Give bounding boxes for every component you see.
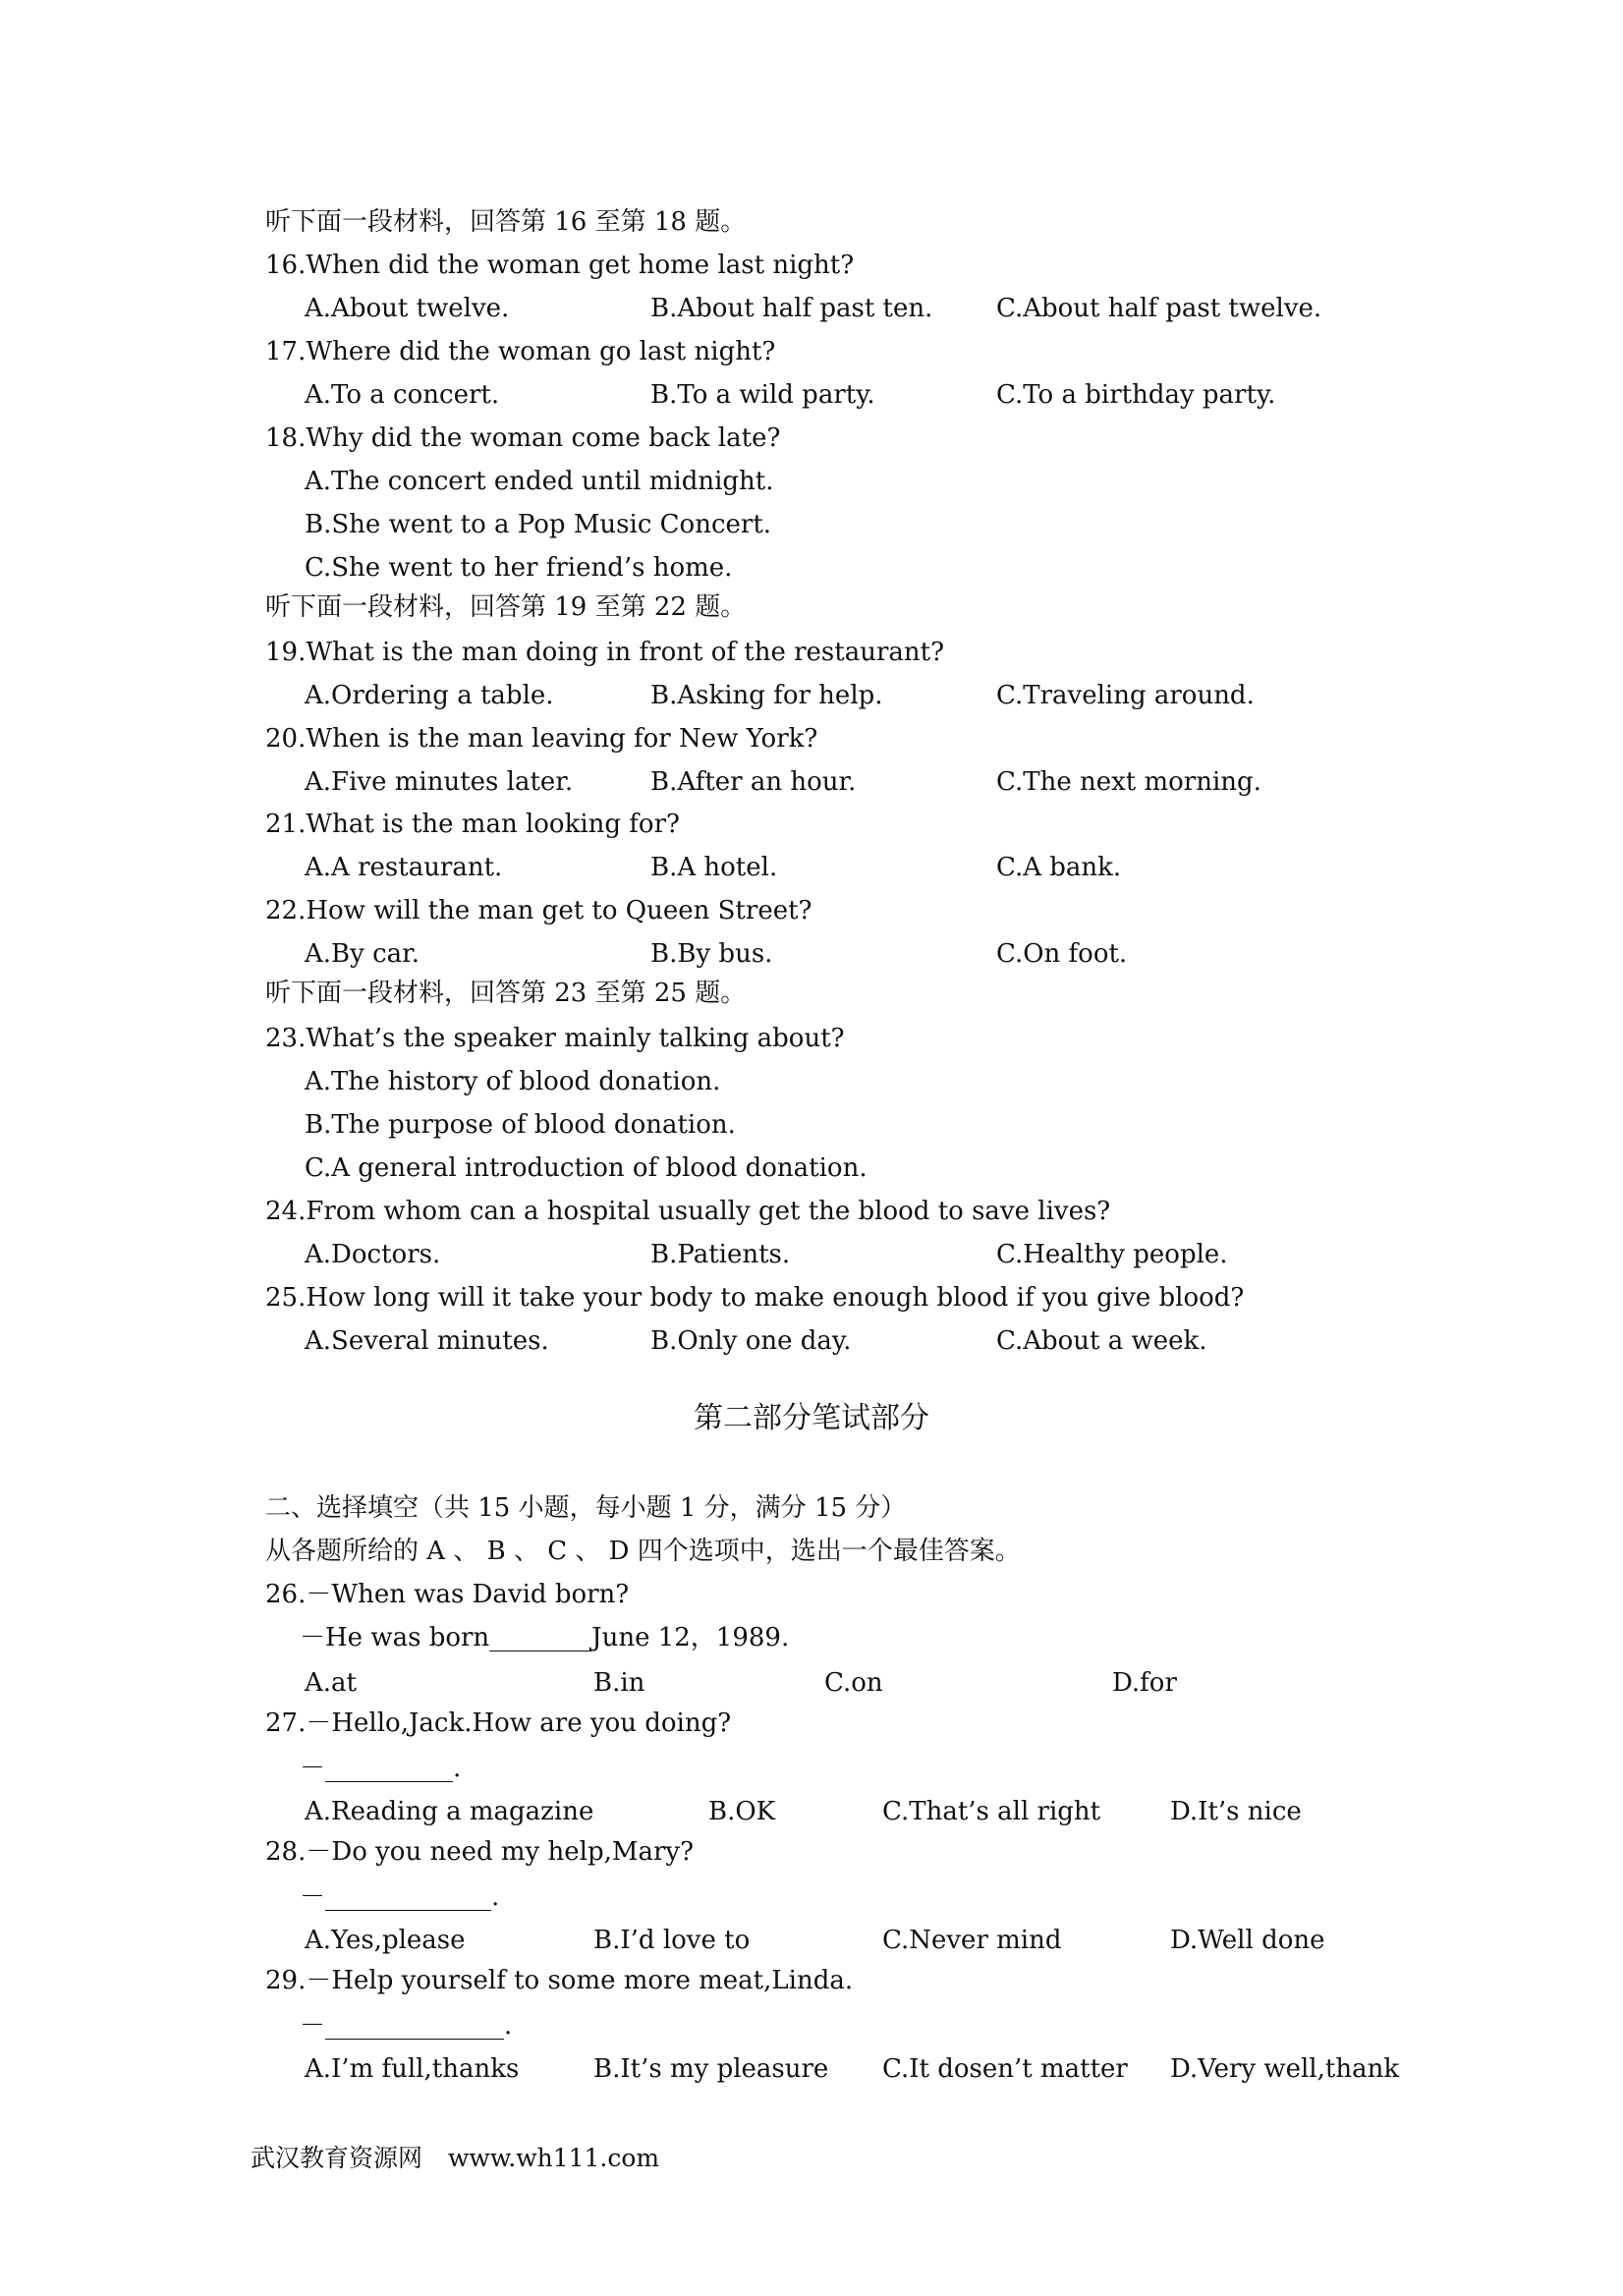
question-20-option-b: B.After an hour.: [650, 767, 857, 797]
question-19-option-b: B.Asking for help.: [650, 681, 883, 710]
question-26-option-b: B.in: [593, 1668, 645, 1698]
question-19-stem: 19.What is the man doing in front of the restaurant?: [265, 638, 945, 667]
question-23-option-b: B.The purpose of blood donation.: [305, 1110, 736, 1140]
question-18-option-c: C.She went to her friend’s home.: [305, 553, 733, 583]
question-26-option-d: D.for: [1112, 1668, 1177, 1698]
question-16-stem: 16.When did the woman get home last night?: [265, 251, 855, 280]
question-16-option-c: C.About half past twelve.: [996, 294, 1322, 323]
question-28-stem: 28.－Do you need my help,Mary?: [265, 1837, 695, 1867]
question-24-option-b: B.Patients.: [650, 1240, 791, 1269]
question-29-option-a: A.I’m full,thanks: [305, 2054, 520, 2084]
question-24-option-a: A.Doctors.: [305, 1240, 441, 1269]
question-27-option-b: B.OK: [708, 1797, 776, 1826]
section-instruction: 听下面一段材料，回答第 16 至第 18 题。: [265, 207, 747, 237]
question-17-option-a: A.To a concert.: [305, 380, 500, 410]
question-29-option-c: C.It dosen’t matter: [882, 2054, 1128, 2084]
question-27-option-c: C.That’s all right: [882, 1797, 1101, 1826]
question-26-option-a: A.at: [305, 1668, 357, 1698]
question-27-stem: 27.－Hello,Jack.How are you doing?: [265, 1708, 732, 1738]
question-22-option-b: B.By bus.: [650, 939, 773, 969]
question-21-option-b: B.A hotel.: [650, 853, 778, 882]
question-16-option-a: A.About twelve.: [305, 294, 510, 323]
question-25-stem: 25.How long will it take your body to make enough blood if you give blood?: [265, 1283, 1245, 1313]
part-instruction: 从各题所给的 A 、 B 、 C 、 D 四个选项中，选出一个最佳答案。: [265, 1537, 1021, 1566]
question-26-reply: －He was born________June 12，1989.: [300, 1623, 790, 1652]
question-29-option-d: D.Very well,thank: [1170, 2054, 1400, 2084]
question-27-option-a: A.Reading a magazine: [305, 1797, 594, 1826]
question-20-option-c: C.The next morning.: [996, 767, 1261, 797]
question-27-option-d: D.It’s nice: [1170, 1797, 1302, 1826]
part-title: 第二部分笔试部分: [694, 1401, 929, 1435]
question-21-stem: 21.What is the man looking for?: [265, 810, 680, 839]
question-28-option-c: C.Never mind: [882, 1926, 1062, 1955]
question-20-stem: 20.When is the man leaving for New York?: [265, 724, 818, 754]
question-17-option-c: C.To a birthday party.: [996, 380, 1276, 410]
question-25-option-c: C.About a week.: [996, 1326, 1207, 1356]
question-22-option-a: A.By car.: [305, 939, 420, 969]
question-19-option-c: C.Traveling around.: [996, 681, 1255, 710]
question-23-stem: 23.What’s the speaker mainly talking about?: [265, 1024, 845, 1053]
footer-url[interactable]: www.wh111.com: [448, 2144, 660, 2172]
question-22-stem: 22.How will the man get to Queen Street?: [265, 896, 812, 925]
question-22-option-c: C.On foot.: [996, 939, 1128, 969]
question-17-option-b: B.To a wild party.: [650, 380, 875, 410]
question-29-stem: 29.－Help yourself to some more meat,Linda.: [265, 1966, 854, 1995]
question-28-option-a: A.Yes,please: [305, 1926, 466, 1955]
question-23-option-a: A.The history of blood donation.: [305, 1067, 721, 1096]
question-26-option-c: C.on: [824, 1668, 883, 1698]
question-18-option-a: A.The concert ended until midnight.: [305, 467, 774, 496]
question-18-option-b: B.She went to a Pop Music Concert.: [305, 510, 772, 539]
part-heading: 二、选择填空（共 15 小题，每小题 1 分，满分 15 分）: [265, 1493, 907, 1523]
page-footer: [251, 2142, 659, 2175]
question-20-option-a: A.Five minutes later.: [305, 767, 574, 797]
section-instruction: 听下面一段材料，回答第 23 至第 25 题。: [265, 979, 747, 1008]
question-28-option-b: B.I’d love to: [593, 1926, 751, 1955]
question-18-stem: 18.Why did the woman come back late?: [265, 423, 781, 453]
question-29-option-b: B.It’s my pleasure: [593, 2054, 829, 2084]
question-17-stem: 17.Where did the woman go last night?: [265, 337, 776, 366]
question-24-option-c: C.Healthy people.: [996, 1240, 1228, 1269]
question-28-reply: －_____________.: [300, 1882, 500, 1912]
question-16-option-b: B.About half past ten.: [650, 294, 933, 323]
question-21-option-a: A.A restaurant.: [305, 853, 503, 882]
question-24-stem: 24.From whom can a hospital usually get the blood to save lives?: [265, 1197, 1111, 1226]
question-27-reply: －__________.: [300, 1754, 462, 1783]
question-23-option-c: C.A general introduction of blood donation.: [305, 1153, 867, 1183]
section-instruction: 听下面一段材料，回答第 19 至第 22 题。: [265, 592, 747, 622]
question-21-option-c: C.A bank.: [996, 853, 1122, 882]
question-25-option-b: B.Only one day.: [650, 1326, 852, 1356]
question-25-option-a: A.Several minutes.: [305, 1326, 549, 1356]
question-28-option-d: D.Well done: [1170, 1926, 1325, 1955]
footer-site-name: 武汉教育资源网: [251, 2144, 423, 2172]
question-19-option-a: A.Ordering a table.: [305, 681, 554, 710]
question-29-reply: －______________.: [300, 2011, 513, 2041]
question-26-stem: 26.－When was David born?: [265, 1580, 630, 1609]
